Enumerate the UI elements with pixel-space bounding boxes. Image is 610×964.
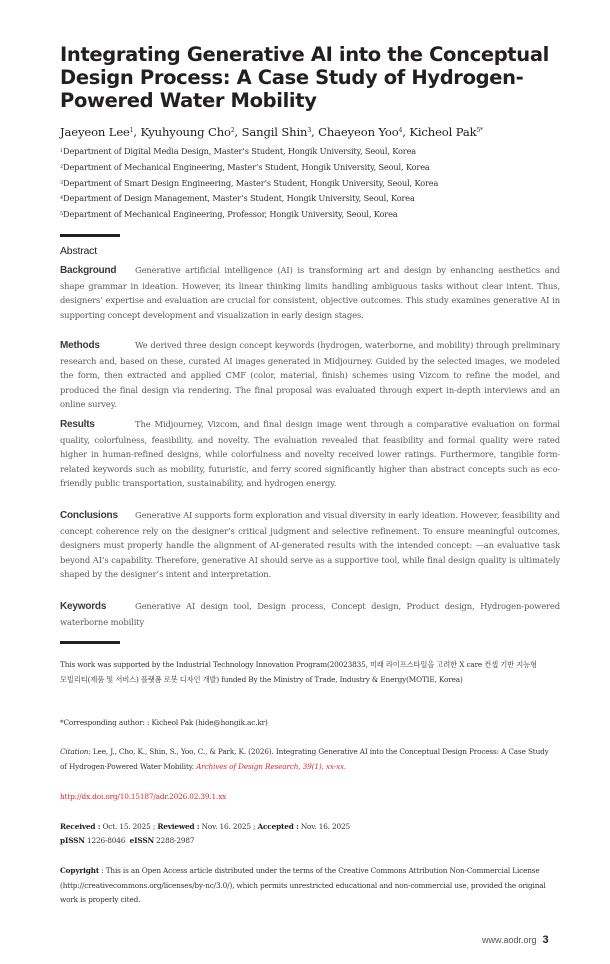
- abstract-conclusions: [60, 508, 560, 582]
- affiliation-list: [60, 144, 570, 223]
- reviewed-label: Reviewed :: [157, 822, 200, 831]
- abstract-keywords: [60, 599, 560, 629]
- abstract-label: Keywords: [60, 601, 107, 612]
- page-footer: [482, 934, 549, 946]
- abstract-background: [60, 263, 560, 322]
- abstract-methods: [60, 338, 560, 412]
- author-list: Jaeyeon Lee$^1$, Kyuhyoung Cho$^2$, Sangil Shin$^3$, Chaeyeon Yoo$^4$, Kicheol Pak$^{5*}$: [60, 125, 484, 139]
- author-sup: 3: [307, 127, 312, 134]
- copyright-label: Copyright: [60, 866, 100, 875]
- citation: [60, 745, 550, 774]
- eissn-value: 2288-2987: [156, 836, 195, 845]
- affiliation-sup: 3: [60, 179, 64, 186]
- author-sup: 1: [129, 127, 134, 134]
- accepted-label: Accepted :: [257, 822, 299, 831]
- author: Kicheol Pak: [409, 125, 477, 139]
- affiliation: [60, 207, 570, 223]
- accepted-date: Nov. 16. 2025: [300, 822, 351, 831]
- author: Chaeyeon Yoo: [318, 125, 399, 139]
- abstract-text: We derived three design concept keywords (hydrogen, waterborne, and mobility) through preliminary research and, based on these, curated AI images generated in Midjourney. Guided by the selected images, we modeled the form, then extracted and applied CMF (color, material, finish) schemes using Vizcom to refine the model, and produced the final design via rendering. The final proposal was evaluated through expert in-depth interviews and an online survey.: [60, 340, 560, 410]
- citation-label: Citation:: [60, 747, 91, 756]
- affiliation-text: Department of Design Management, Master’s Student, Hongik University, Seoul, Korea: [63, 193, 415, 204]
- section-divider: [60, 234, 120, 237]
- funding-note: This work was supported by the Industrial Technology Innovation Program(20023835, 미래 라이프스타일을 고려한 X care 컨셉 기반 지능형 모빌리티(제품 및 서비스) 플랫폼 로봇 디자인 개발) funded By the Ministry of Trade, Industry & Energy(MOTIE, Korea): [60, 660, 537, 684]
- affiliation: [60, 160, 570, 176]
- abstract-results: [60, 417, 560, 491]
- dates: [60, 820, 560, 835]
- copyright: [60, 864, 550, 908]
- affiliation-text: Department of Smart Design Engineering, Master’s Student, Hongik University, Seoul, Korea: [63, 177, 439, 188]
- affiliation: [60, 144, 570, 160]
- paper-title: Integrating Generative AI into the Conceptual Design Process: A Case Study of Hydrogen-Powered Water Mobility: [60, 43, 549, 112]
- affiliation-sup: 5: [60, 211, 64, 218]
- affiliation-sup: 4: [60, 195, 64, 202]
- abstract-text: The Midjourney, Vizcom, and final design image went through a comparative evaluation on formal quality, colorfulness, feasibility, and novelty. The evaluation revealed that feasibility and formal quality were rated higher in human-refined designs, while colorfulness and novelty received lower ratings. Furthermore, tangible form-related keywords such as mobility, futuristic, and ferry scored significantly higher than abstract concepts such as eco-friendly public transportation, sustainability, and hydrogen energy.: [60, 419, 560, 489]
- author-sup: 2: [230, 127, 235, 134]
- received-label: Received :: [60, 822, 101, 831]
- abstract-text: Generative AI supports form exploration and visual diversity in early ideation. However, feasibility and concept coherence rely on the designer’s critical judgment and selective refinement. To ensure meaningful outcomes, designers must properly handle the alignment of AI-generated results with the intended concept: —an evaluative task beyond AI’s capability. Therefore, generative AI should serve as a supportive tool, while final design quality is ultimately shaped by the designer’s intent and interpretation.: [60, 510, 560, 580]
- abstract-text: Generative AI design tool, Design process, Concept design, Product design, Hydrogen-powered waterborne mobility: [60, 601, 560, 627]
- abstract-heading: Abstract: [60, 245, 97, 257]
- eissn-label: eISSN: [129, 836, 154, 845]
- issn: [60, 834, 560, 849]
- journal-url-link[interactable]: www.aodr.org: [482, 935, 537, 945]
- author: Sangil Shin: [241, 125, 308, 139]
- received-date: Oct. 15. 2025 ;: [102, 822, 156, 831]
- author: Kyuhyoung Cho: [140, 125, 231, 139]
- reviewed-date: Nov. 16. 2025 ;: [201, 822, 256, 831]
- author-sup: 4: [398, 127, 403, 134]
- affiliation-text: Department of Mechanical Engineering, Professor, Hongik University, Seoul, Korea: [63, 209, 398, 220]
- affiliation: [60, 191, 570, 207]
- citation-text: Lee, J., Cho, K., Shin, S., Yoo, C., & Park, K. (2026). Integrating Generative AI into the Conceptual Design Process: A Case Study of Hydrogen-Powered Water Mobility.: [60, 747, 549, 771]
- corresponding-author: *Corresponding author: : Kicheol Pak (hide@hongik.ac.kr): [60, 718, 268, 727]
- affiliation-text: Department of Mechanical Engineering, Master’s Student, Hongik University, Seoul, Korea: [63, 161, 430, 172]
- affiliation: [60, 176, 570, 192]
- author: Jaeyeon Lee: [60, 125, 130, 139]
- abstract-text: Generative artificial intelligence (AI) is transforming art and design by enhancing aesthetics and shape grammar in ideation. However, its linear thinking limits handling ambiguous tasks without clear intent. Thus, designers’ expertise and evaluation are crucial for consistent, objective outcomes. This study examines generative AI in supporting concept development and visualization in early design stages.: [60, 265, 560, 320]
- abstract-label: Background: [60, 265, 117, 276]
- affiliation-sup: 1: [60, 148, 64, 154]
- pissn-value: 1226-8046: [87, 836, 126, 845]
- author-sup: 5*: [476, 127, 484, 134]
- abstract-label: Conclusions: [60, 510, 118, 521]
- citation-journal-link[interactable]: Archives of Design Research, 39(1), xx-xx.: [196, 761, 347, 771]
- section-divider: [60, 641, 120, 644]
- copyright-text: : This is an Open Access article distributed under the terms of the Creative Commons Attribution Non-Commercial License (http://creativecommons.org/licenses/by-nc/3.0/), which permits unrestricted educational and non-commercial use, provided the original work is properly cited.: [60, 866, 546, 905]
- doi-link[interactable]: http://dx.doi.org/10.15187/adr.2026.02.39.1.xx: [60, 792, 227, 801]
- abstract-label: Methods: [60, 340, 100, 351]
- affiliation-text: Department of Digital Media Design, Master’s Student, Hongik University, Seoul, Korea: [63, 146, 417, 156]
- page-number: 3: [542, 934, 549, 946]
- pissn-label: pISSN: [60, 836, 85, 845]
- affiliation-sup: 2: [60, 163, 64, 170]
- abstract-label: Results: [60, 419, 95, 430]
